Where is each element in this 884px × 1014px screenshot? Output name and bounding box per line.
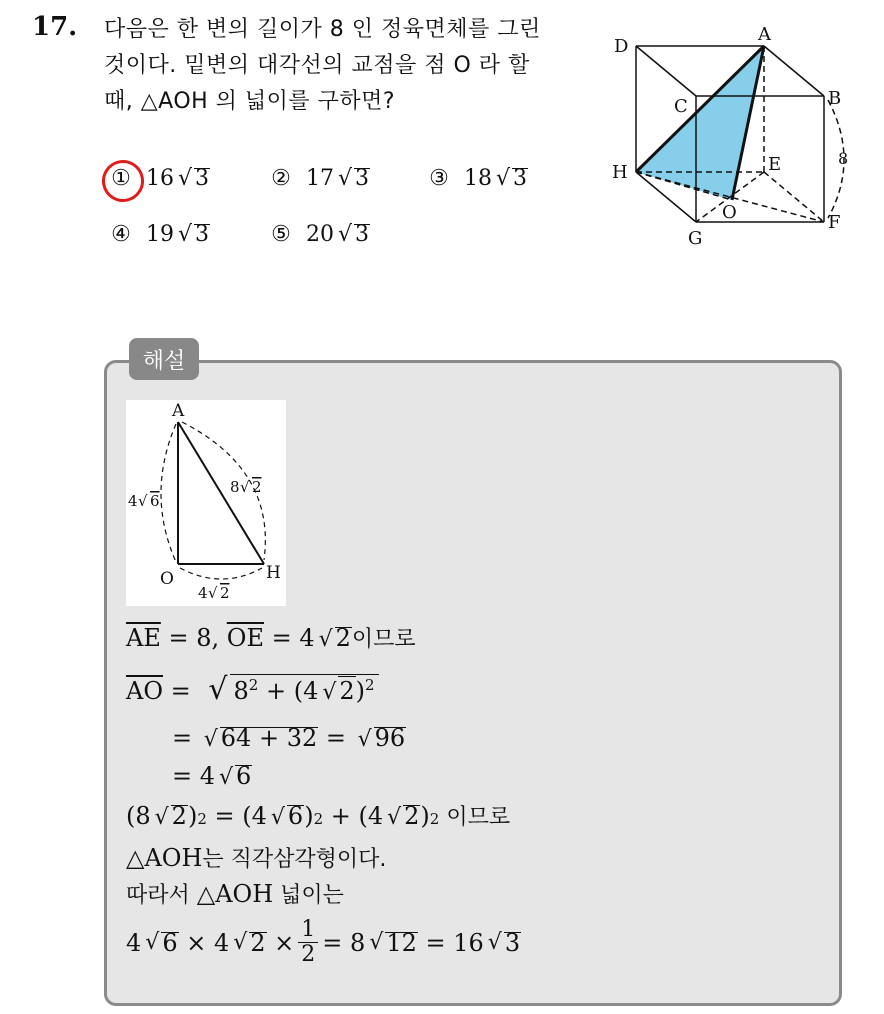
- radicand: 2: [335, 624, 351, 652]
- label-G: G: [688, 228, 703, 249]
- text: 이므로: [351, 627, 416, 652]
- text: = 16: [417, 928, 484, 957]
- question-text: [104, 12, 594, 120]
- text: (8: [126, 802, 151, 830]
- tri-ah-rad: 2: [252, 478, 262, 496]
- label-C: C: [674, 96, 688, 117]
- segment-oe: $\overline{OE}$: [226, 624, 264, 652]
- question-line-3: 때, △AOH 의 넓이를 구하면?: [104, 89, 396, 114]
- text: =: [172, 724, 200, 752]
- option-4[interactable]: ④ 19 √ 3: [108, 222, 210, 247]
- text: ): [355, 677, 366, 705]
- triangle-aoh-figure: [126, 400, 286, 606]
- option-mark: ①: [111, 166, 131, 191]
- solution-line-1: $\overline{AE}$ = 8, $\overline{OE}$ = 4 √ 2 이므로: [126, 624, 416, 652]
- power: 2: [365, 676, 375, 694]
- text: =: [318, 724, 354, 752]
- radicand: 12: [386, 929, 417, 957]
- option-3[interactable]: ③ 18 √ 3: [426, 166, 528, 191]
- option-radicand: 3: [355, 166, 370, 191]
- label-O: O: [722, 202, 737, 223]
- tri-label-O: O: [160, 569, 174, 589]
- tri-label-A: A: [172, 401, 185, 421]
- radicand: 96: [374, 724, 406, 752]
- radicand: 6: [162, 929, 178, 957]
- text: = (4: [206, 802, 267, 830]
- option-coef: 19: [146, 222, 174, 247]
- solution-line-7: [126, 878, 344, 909]
- selected-answer-circle: [98, 156, 148, 206]
- text: + (4: [258, 677, 319, 705]
- tri-ao-coef: 4: [128, 492, 138, 510]
- tri-oh-coef: 4: [198, 584, 208, 602]
- text: ): [304, 802, 314, 830]
- text: = 8: [322, 928, 366, 957]
- radicand: 2: [250, 929, 266, 957]
- power: 2: [313, 810, 324, 828]
- text: =: [163, 677, 199, 705]
- text: 8: [233, 677, 249, 705]
- text: 이므로: [439, 805, 511, 830]
- option-radicand: 3: [195, 166, 210, 191]
- option-mark: ②: [271, 166, 291, 191]
- tri-ah-coef: 8: [230, 478, 240, 496]
- text: ): [187, 802, 198, 830]
- tri-oh-rad: 2: [220, 584, 230, 602]
- solution-label: 해설: [129, 338, 199, 380]
- label-E: E: [768, 154, 782, 175]
- cube-figure: [602, 20, 864, 250]
- segment-ao: $\overline{AO}$: [126, 677, 164, 705]
- option-mark: ⑤: [271, 222, 291, 247]
- text: △AOH: [126, 844, 203, 872]
- option-mark: ③: [429, 166, 449, 191]
- radicand: 3: [504, 929, 521, 957]
- question-number: 17.: [32, 12, 78, 42]
- text: ×: [266, 928, 295, 957]
- text: = 4: [172, 762, 216, 790]
- solution-line-8: 4 √ 6 × 4 √ 2 × $\frac{1}{2}$ = 8 √ 12 = 16 √ 3: [126, 917, 521, 967]
- radicand: 2: [404, 802, 420, 830]
- text: ): [420, 802, 430, 830]
- text: = 4: [263, 624, 315, 652]
- solution-line-6: [126, 842, 386, 873]
- label-D: D: [614, 36, 629, 57]
- option-radicand: 3: [355, 222, 370, 247]
- solution-line-3: = √ 64 + 32 = √ 96: [172, 724, 406, 752]
- label-F: F: [828, 212, 841, 233]
- tri-label-H: H: [266, 563, 281, 583]
- radicand: 6: [236, 762, 252, 790]
- triangle-figure-panel: [126, 400, 286, 606]
- solution-line-5: (8 √ 2 ) 2 = (4 √ 6 ) 2 + (4 √ 2 ) 2 이므로: [126, 802, 511, 830]
- text: × 4: [178, 928, 230, 957]
- label-H: H: [612, 162, 628, 183]
- label-edge-8: 8: [838, 149, 849, 168]
- text: + (4: [323, 802, 384, 830]
- triangle-aoh-fill: [636, 46, 764, 200]
- option-coef: 18: [464, 166, 492, 191]
- option-2[interactable]: ② 17 √ 3: [268, 166, 370, 191]
- option-radicand: 3: [513, 166, 528, 191]
- label-B: B: [828, 88, 842, 109]
- option-radicand: 3: [195, 222, 210, 247]
- svg-text:√: √: [240, 478, 250, 496]
- segment-ae: $\overline{AE}$: [126, 624, 161, 652]
- option-mark: ④: [111, 222, 131, 247]
- svg-text:√: √: [138, 492, 148, 510]
- option-1[interactable]: ① 16 √ 3: [108, 166, 210, 191]
- text: 따라서: [126, 883, 197, 908]
- text: △AOH: [196, 880, 274, 908]
- option-coef: 16: [146, 166, 174, 191]
- text: 4: [126, 928, 142, 957]
- solution-line-2: $\overline{AO}$ = √ $8^2 + (4$ √ 2)$^2$: [126, 672, 379, 707]
- svg-text:√: √: [208, 584, 218, 602]
- question-line-1: 다음은 한 변의 길이가 8 인 정육면체를 그린: [104, 17, 541, 42]
- radicand: 2: [339, 677, 355, 705]
- option-coef: 17: [306, 166, 334, 191]
- label-A: A: [758, 24, 771, 45]
- radicand: 2: [171, 802, 187, 830]
- option-5[interactable]: ⑤ 20 √ 3: [268, 222, 370, 247]
- power: 2: [197, 810, 207, 828]
- text: 는 직각삼각형이다.: [202, 847, 387, 872]
- denominator: 2: [301, 942, 316, 967]
- power: 2: [248, 676, 259, 694]
- radicand: 64 + 32: [220, 724, 318, 752]
- power: 2: [429, 810, 440, 828]
- tri-ao-rad: 6: [150, 492, 160, 510]
- option-coef: 20: [306, 222, 334, 247]
- question-line-2: 것이다. 밑변의 대각선의 교점을 점 O 라 할: [104, 53, 530, 78]
- fraction-one-half: [298, 918, 318, 967]
- numerator: 1: [298, 918, 318, 943]
- radicand: 6: [287, 802, 304, 830]
- text: = 8,: [160, 624, 227, 652]
- text: 넓이는: [273, 883, 344, 908]
- solution-line-4: = 4 √ 6: [172, 762, 252, 790]
